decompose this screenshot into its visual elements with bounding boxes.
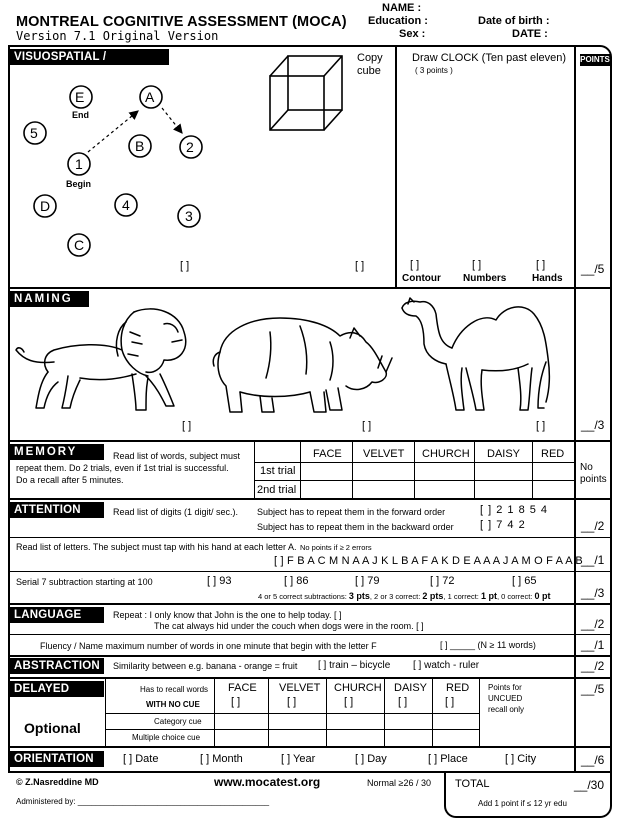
memory-grid-line bbox=[532, 442, 533, 498]
trail-node-d: D bbox=[40, 198, 51, 214]
end-label: End bbox=[72, 110, 89, 120]
trail-node-c: C bbox=[74, 237, 85, 253]
memory-word-red: RED bbox=[541, 448, 565, 460]
first-trial-label: 1st trial bbox=[260, 465, 296, 477]
recall-grid-line bbox=[105, 713, 479, 714]
memory-grid-line bbox=[300, 442, 301, 498]
serial-65: [ ] 65 bbox=[512, 575, 537, 587]
second-trial-label: 2nd trial bbox=[257, 484, 297, 496]
orientation-month: [ ] Month bbox=[200, 753, 243, 765]
contour-label: Contour bbox=[402, 273, 441, 284]
begin-label: Begin bbox=[66, 179, 92, 189]
naming-score: __/3 bbox=[581, 418, 605, 432]
trail-making-area bbox=[10, 66, 260, 276]
points-column-border bbox=[574, 45, 576, 773]
orientation-place: [ ] Place bbox=[428, 753, 468, 765]
serial-86: [ ] 86 bbox=[284, 575, 309, 587]
trail-node-5: 5 bbox=[30, 125, 38, 141]
serial-72: [ ] 72 bbox=[430, 575, 455, 587]
serial-93: [ ] 93 bbox=[207, 575, 232, 587]
divider-naming bbox=[8, 287, 612, 289]
copy-cube-label-2: cube bbox=[357, 65, 381, 77]
memory-word-daisy: DAISY bbox=[487, 448, 521, 460]
recall-word-face: FACE bbox=[228, 682, 257, 694]
section-visuospatial: VISUOSPATIAL / EXECUTIVE bbox=[10, 49, 169, 65]
trail-node-b: B bbox=[135, 138, 145, 154]
trail-node-4: 4 bbox=[122, 197, 130, 213]
memory-word-church: CHURCH bbox=[422, 448, 470, 460]
memory-word-velvet: VELVET bbox=[363, 448, 405, 460]
serial-scoring-note: 4 or 5 correct subtractions: 3 pts, 2 or 3 correct: 2 pts, 1 correct: 1 pt, 0 correct: 0 pt bbox=[258, 591, 551, 601]
recall-bracket-church: [ ] bbox=[344, 696, 354, 708]
education-bonus: Add 1 point if ≤ 12 yr edu bbox=[478, 799, 567, 808]
attention-letters-score: __/1 bbox=[581, 553, 605, 567]
repeat-sentence-2: The cat always hid under the couch when dogs were in the room. [ ] bbox=[154, 621, 424, 631]
trail-node-e: E bbox=[75, 89, 85, 105]
orientation-city: [ ] City bbox=[505, 753, 537, 765]
rhino-drawing bbox=[210, 312, 395, 417]
points-for-1: Points for bbox=[488, 683, 522, 692]
recall-bracket-face: [ ] bbox=[231, 696, 241, 708]
points-for-2: UNCUED bbox=[488, 694, 523, 703]
memory-word-face: FACE bbox=[313, 448, 342, 460]
forward-digits: [ ] 2 1 8 5 4 bbox=[480, 504, 549, 516]
divider-delayed bbox=[8, 677, 612, 679]
points-for-3: recall only bbox=[488, 705, 525, 714]
date-label: DATE : bbox=[512, 28, 548, 40]
total-score: __/30 bbox=[574, 778, 605, 792]
lion-bracket: [ ] bbox=[182, 420, 192, 432]
backward-digits: [ ] 7 4 2 bbox=[480, 519, 526, 531]
recall-bracket-red: [ ] bbox=[445, 696, 455, 708]
total-label: TOTAL bbox=[455, 778, 490, 790]
recall-word-daisy: DAISY bbox=[394, 682, 428, 694]
serial-79: [ ] 79 bbox=[355, 575, 380, 587]
camel-drawing bbox=[400, 292, 560, 417]
section-naming: NAMING bbox=[10, 291, 89, 307]
section-memory: MEMORY bbox=[10, 444, 104, 460]
section-abstraction: ABSTRACTION bbox=[10, 658, 104, 674]
trail-node-1: 1 bbox=[75, 156, 83, 172]
numbers-label: Numbers bbox=[463, 273, 507, 284]
attention-serial-score: __/3 bbox=[581, 586, 605, 600]
language-repeat-score: __/2 bbox=[581, 617, 605, 631]
memory-grid-line bbox=[254, 462, 574, 463]
lion-drawing bbox=[14, 302, 189, 417]
name-label: NAME : bbox=[382, 2, 422, 14]
divider-abstraction bbox=[8, 655, 612, 657]
memory-grid-line bbox=[414, 442, 415, 498]
clock-instruction: Draw CLOCK (Ten past eleven) bbox=[412, 52, 567, 64]
orientation-day: [ ] Day bbox=[355, 753, 387, 765]
divider-fluency bbox=[8, 634, 612, 635]
contour-bracket: [ ] bbox=[410, 259, 420, 271]
with-no-cue: WITH NO CUE bbox=[146, 700, 200, 709]
orientation-score: __/6 bbox=[581, 753, 605, 767]
recall-bracket-daisy: [ ] bbox=[398, 696, 408, 708]
cube-bracket: [ ] bbox=[355, 260, 365, 272]
divider-attention bbox=[8, 498, 612, 500]
attention-digits-score: __/2 bbox=[581, 519, 605, 533]
memory-grid-line bbox=[254, 480, 574, 481]
divider-orientation bbox=[8, 746, 612, 748]
abstraction-score: __/2 bbox=[581, 659, 605, 673]
copyright: © Z.Nasreddine MD bbox=[16, 777, 99, 787]
rhino-bracket: [ ] bbox=[362, 420, 372, 432]
dob-label: Date of birth : bbox=[478, 15, 550, 27]
serial-7-instruction: Serial 7 subtraction starting at 100 bbox=[16, 577, 153, 587]
repeat-sentence-1: Repeat : I only know that John is the one to help today. [ ] bbox=[113, 610, 342, 620]
clock-divider bbox=[395, 45, 397, 287]
fluency-instruction: Fluency / Name maximum number of words in one minute that begin with the letter F bbox=[40, 641, 377, 651]
memory-instr-2: repeat them. Do 2 trials, even if 1st trial is successful. bbox=[16, 463, 229, 473]
divider-language bbox=[8, 603, 612, 605]
section-attention: ATTENTION bbox=[10, 502, 104, 518]
abstraction-example: Similarity between e.g. banana - orange = fruit bbox=[113, 661, 298, 671]
recall-word-velvet: VELVET bbox=[279, 682, 321, 694]
divider-serial bbox=[8, 571, 612, 572]
memory-no-points-1: No bbox=[580, 462, 593, 473]
memory-grid-line bbox=[352, 442, 353, 498]
delayed-recall-score: __/5 bbox=[581, 682, 605, 696]
trail-node-2: 2 bbox=[186, 139, 194, 155]
copy-cube-label-1: Copy bbox=[357, 52, 383, 64]
recall-grid-line bbox=[105, 729, 479, 730]
letters-note: No points if ≥ 2 errors bbox=[300, 543, 372, 552]
letters-instruction: Read list of letters. The subject must tap with his hand at each letter A. bbox=[16, 542, 297, 552]
fluency-answer: [ ] _____ (N ≥ 11 words) bbox=[440, 640, 536, 650]
sex-label: Sex : bbox=[399, 28, 426, 40]
has-to-recall: Has to recall words bbox=[140, 685, 209, 694]
section-delayed-recall: DELAYED RECALL bbox=[10, 681, 104, 697]
version-label: Version 7.1 Original Version bbox=[16, 29, 219, 43]
visuospatial-score: __/5 bbox=[581, 262, 605, 276]
language-fluency-score: __/1 bbox=[581, 638, 605, 652]
letters-sequence: [ ] F B A C M N A A J K L B A F A K D E A A A J A M O F A A B bbox=[274, 555, 583, 567]
hands-bracket: [ ] bbox=[536, 259, 546, 271]
website-link[interactable]: www.mocatest.org bbox=[214, 775, 321, 789]
points-header: POINTS bbox=[580, 55, 610, 64]
forward-instruction: Subject has to repeat them in the forward order bbox=[257, 507, 446, 517]
memory-grid-line bbox=[254, 442, 255, 498]
clock-points: ( 3 points ) bbox=[415, 66, 453, 75]
trail-bracket: [ ] bbox=[180, 260, 190, 272]
memory-no-points-2: points bbox=[580, 474, 607, 485]
memory-instr-3: Do a recall after 5 minutes. bbox=[16, 475, 124, 485]
divider-memory bbox=[8, 440, 612, 442]
divider-letters bbox=[8, 537, 612, 538]
education-label: Education : bbox=[368, 15, 428, 27]
trail-node-a: A bbox=[145, 89, 155, 105]
digits-instruction: Read list of digits (1 digit/ sec.). bbox=[113, 507, 239, 517]
abstraction-watch-ruler: [ ] watch - ruler bbox=[413, 660, 480, 671]
memory-grid-line bbox=[474, 442, 475, 498]
recall-bracket-velvet: [ ] bbox=[287, 696, 297, 708]
recall-word-church: CHURCH bbox=[334, 682, 382, 694]
orientation-year: [ ] Year bbox=[281, 753, 316, 765]
trail-node-3: 3 bbox=[185, 208, 193, 224]
multiple-choice-label: Multiple choice cue bbox=[132, 733, 201, 742]
orientation-date: [ ] Date bbox=[123, 753, 159, 765]
backward-instruction: Subject has to repeat them in the backward order bbox=[257, 522, 454, 532]
recall-grid-line bbox=[479, 679, 480, 746]
section-language: LANGUAGE bbox=[10, 607, 104, 623]
abstraction-train-bicycle: [ ] train – bicycle bbox=[318, 660, 391, 671]
cube-drawing bbox=[262, 50, 352, 134]
memory-instr-1: Read list of words, subject must bbox=[113, 451, 241, 461]
camel-bracket: [ ] bbox=[536, 420, 546, 432]
hands-label: Hands bbox=[532, 273, 563, 284]
category-cue-label: Category cue bbox=[154, 717, 202, 726]
recall-word-red: RED bbox=[446, 682, 470, 694]
optional-label: Optional bbox=[24, 720, 81, 736]
page-title: MONTREAL COGNITIVE ASSESSMENT (MOCA) bbox=[16, 14, 347, 30]
section-orientation: ORIENTATION bbox=[10, 751, 104, 767]
administered-by[interactable]: Administered by: ___________________________________________ bbox=[16, 797, 270, 806]
normal-range: Normal ≥26 / 30 bbox=[367, 778, 431, 788]
numbers-bracket: [ ] bbox=[472, 259, 482, 271]
